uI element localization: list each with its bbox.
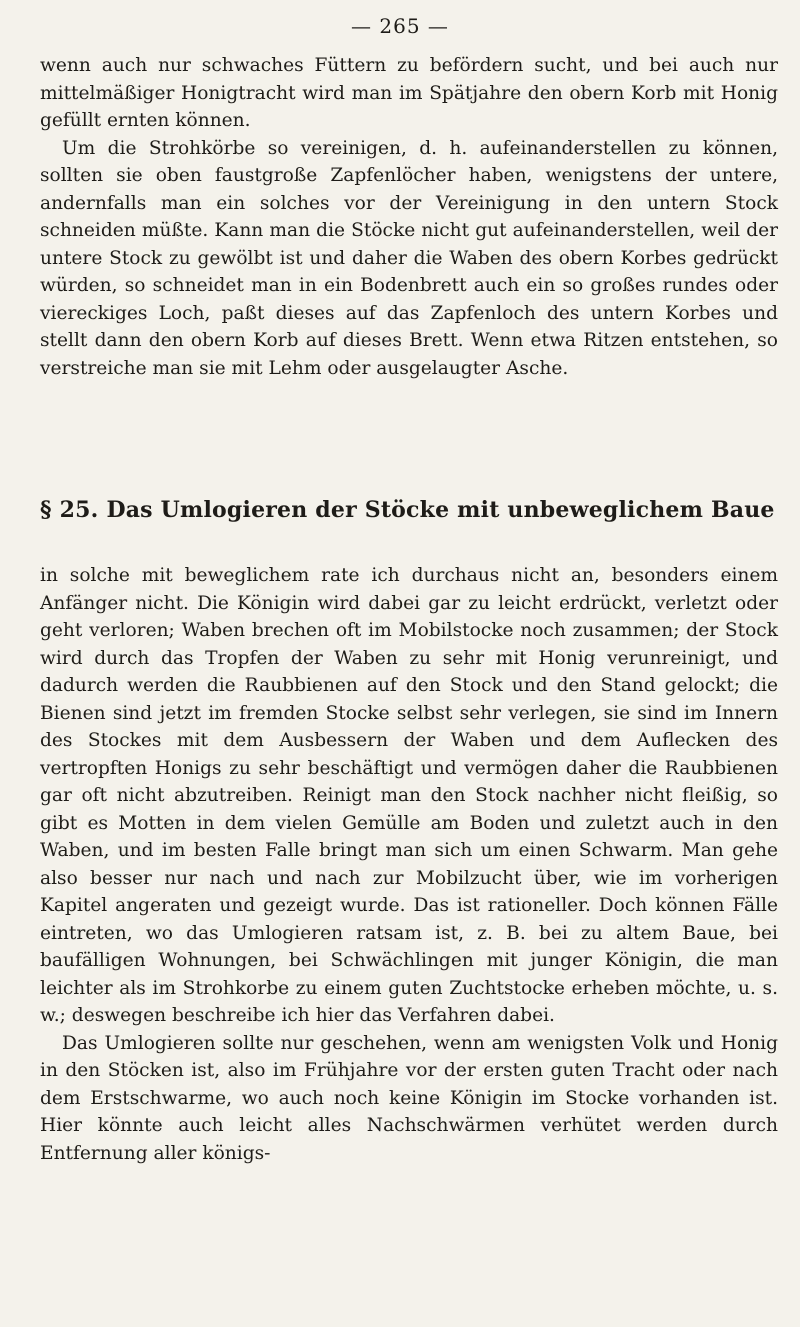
page-number: — 265 —: [351, 14, 449, 38]
text-block-bottom: [40, 562, 778, 1167]
section-number: § 25.: [40, 497, 99, 523]
paragraph: Das Umlogieren sollte nur geschehen, wenn am wenigsten Volk und Honig in den Stöcken ist, also im Frühjahre vor der ersten guten Tracht oder nach dem Erstschwarme, wo auch noch keine Königin im Stocke vorhanden ist. Hier könnte auch leicht alles Nachschwärmen verhütet werden durch Entfernung aller königs-: [40, 1032, 778, 1164]
paragraph: Um die Strohkörbe so vereinigen, d. h. aufeinanderstellen zu können, sollten sie oben faustgroße Zapfenlöcher haben, wenigstens der untere, andernfalls man ein solches vor der Vereinigung in den untern Stock schneiden müßte. Kann man die Stöcke nicht gut aufeinanderstellen, weil der untere Stock zu gewölbt ist und daher die Waben des obern Korbes gedrückt würden, so schneidet man in ein Bodenbrett auch ein so großes rundes oder viereckiges Loch, paßt dieses auf das Zapfenloch des untern Korbes und stellt dann den obern Korb auf dieses Brett. Wenn etwa Ritzen entstehen, so verstreiche man sie mit Lehm oder ausgelaugter Asche.: [40, 137, 778, 379]
section-title: Das Umlogieren der Stöcke mit unbeweglichem Baue: [106, 497, 775, 523]
section-heading: [40, 497, 778, 523]
paragraph: in solche mit beweglichem rate ich durchaus nicht an, besonders einem Anfänger nicht. Die Königin wird dabei gar zu leicht erdrückt, verletzt oder geht verloren; Waben brechen oft im Mobilstocke noch zusammen; der Stock wird durch das Tropfen der Waben zu sehr mit Honig verunreinigt, und dadurch werden die Raubbienen auf den Stock und den Stand gelockt; die Bienen sind jetzt im fremden Stocke selbst sehr verlegen, sie sind im Innern des Stockes mit dem Ausbessern der Waben und dem Auflecken des vertropften Honigs zu sehr beschäftigt und vermögen daher die Raubbienen gar oft nicht abzutreiben. Reinigt man den Stock nachher nicht fleißig, so gibt es Motten in dem vielen Gemülle am Boden und zuletzt auch in den Waben, und im besten Falle bringt man sich um einen Schwarm. Man gehe also besser nur nach und nach zur Mobilzucht über, wie im vorherigen Kapitel angeraten und gezeigt wurde. Das ist rationeller. Doch können Fälle eintreten, wo das Umlogieren ratsam ist, z. B. bei zu altem Baue, bei baufälligen Wohnungen, bei Schwächlingen mit junger Königin, die man leichter als im Strohkorbe zu einem guten Zuchtstocke erheben möchte, u. s. w.; deswegen beschreibe ich hier das Verfahren dabei.: [40, 565, 778, 1026]
paragraph: wenn auch nur schwaches Füttern zu befördern sucht, und bei auch nur mittelmäßiger Honigtracht wird man im Spätjahre den obern Korb mit Honig gefüllt ernten können.: [40, 55, 778, 131]
text-block-top: [40, 52, 778, 382]
